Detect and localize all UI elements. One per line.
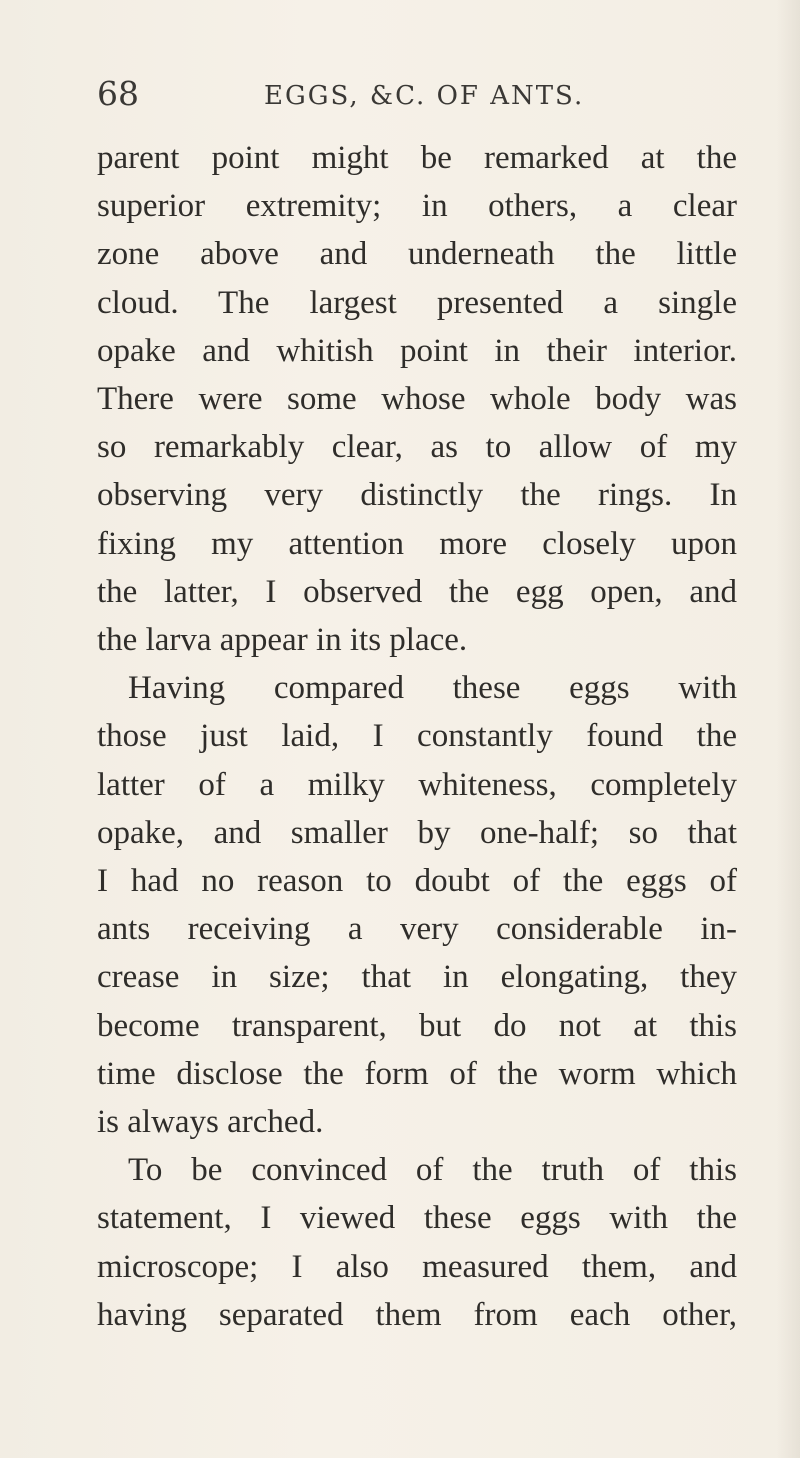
text-line: fixing my attention more closely upon [97, 525, 737, 562]
text-line: ants receiving a very considerable in- [97, 911, 737, 948]
paragraph-start-line: To be convinced of the truth of this [128, 1152, 737, 1189]
text-line: become transparent, but do not at this [97, 1007, 737, 1044]
text-line: cloud. The largest presented a single [97, 284, 737, 321]
text-line: There were some whose whole body was [97, 381, 737, 418]
text-line: opake and whitish point in their interior. [97, 332, 737, 369]
paragraph-start-line: Having compared these eggs with [128, 670, 737, 707]
text-line: latter of a milky whiteness, completely [97, 766, 737, 803]
text-line: those just laid, I constantly found the [97, 718, 737, 755]
page-header [97, 72, 737, 120]
text-line: superior extremity; in others, a clear [97, 188, 737, 225]
text-line: microscope; I also measured them, and [97, 1248, 737, 1285]
running-head: EGGS, &C. OF ANTS. [264, 81, 585, 111]
text-line: so remarkably clear, as to allow of my [97, 429, 737, 466]
text-line: opake, and smaller by one-half; so that [97, 814, 737, 851]
text-line: having separated them from each other, [97, 1296, 737, 1333]
paragraph-end-line: the larva appear in its place. [97, 622, 468, 659]
page-edge-shadow [776, 0, 800, 1458]
text-line: observing very distinctly the rings. In [97, 477, 737, 514]
text-line: crease in size; that in elongating, they [97, 959, 737, 996]
text-line: I had no reason to doubt of the eggs of [97, 863, 737, 900]
text-line: parent point might be remarked at the [97, 140, 737, 176]
page-number: 68 [97, 74, 139, 113]
body-text [97, 134, 737, 1339]
text-line: the latter, I observed the egg open, and [97, 573, 737, 610]
paragraph-end-line: is always arched. [97, 1104, 324, 1141]
text-line: time disclose the form of the worm which [97, 1055, 737, 1092]
text-line: statement, I viewed these eggs with the [97, 1200, 737, 1237]
text-line: zone above and underneath the little [97, 236, 737, 273]
